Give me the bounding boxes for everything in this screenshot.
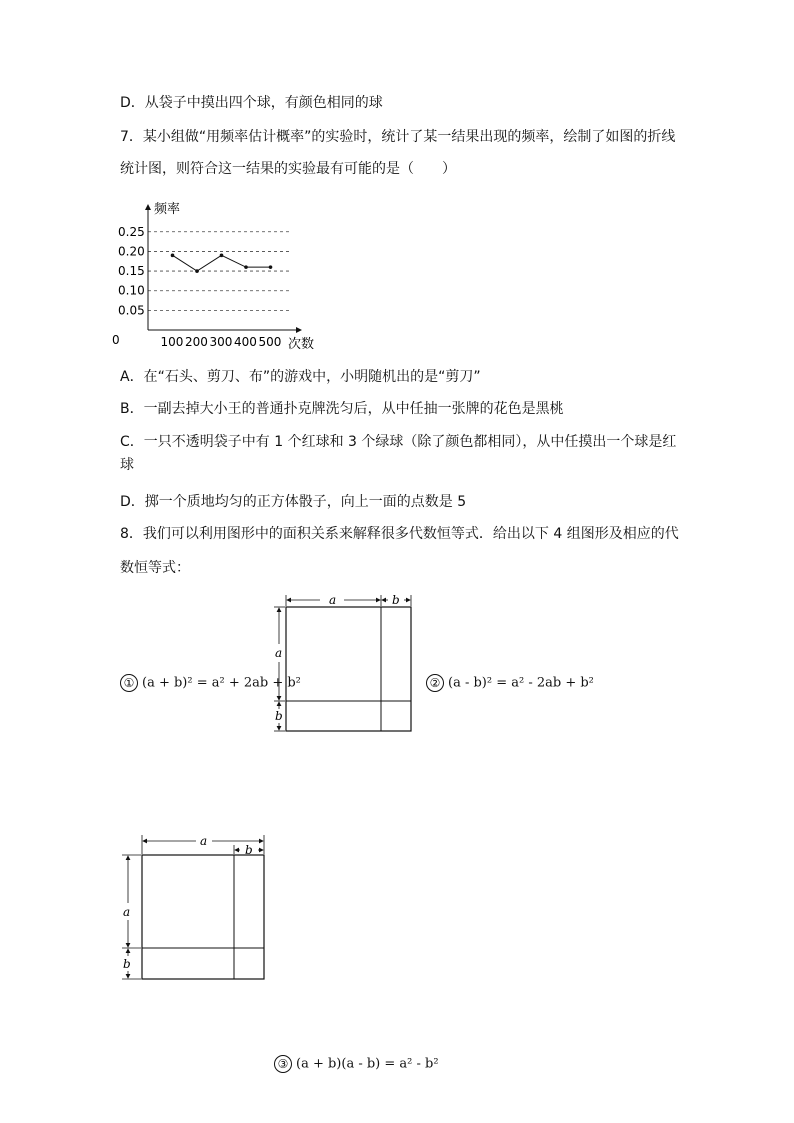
chart-data-point: [171, 254, 175, 258]
formula-2-number: ②: [426, 674, 444, 692]
chart-ytick-label: 0.20: [118, 244, 145, 259]
figure-2-label-a-left: a: [123, 905, 131, 919]
chart-data-point: [269, 265, 273, 269]
chart-data-point: [244, 265, 248, 269]
option-d-q6: D．从袋子中摸出四个球，有颜色相同的球: [120, 95, 383, 111]
chart-xtick-label: 200: [185, 335, 208, 349]
formula-1-text: (a + b)² = a² + 2ab + b²: [142, 675, 301, 691]
chart-ytick-label: 0.25: [118, 224, 145, 239]
question-8-line1: 8．我们可以利用图形中的面积关系来解释很多代数恒等式．给出以下 4 组图形及相应的代: [120, 526, 679, 542]
option-b: B．一副去掉大小王的普通扑克牌洗匀后，从中任抽一张牌的花色是黑桃: [120, 401, 564, 417]
figure-1-label-b-top: b: [392, 593, 400, 607]
figure-1-label-b-left: b: [275, 709, 283, 723]
figure-1-label-a-top: a: [329, 593, 337, 607]
chart-data-point: [220, 254, 224, 258]
chart-ytick-label: 0.10: [118, 283, 145, 298]
figure-2-label-b-left: b: [123, 957, 131, 971]
chart-xtick-label: 300: [209, 335, 233, 349]
figure-1-label-a-left: a: [275, 646, 283, 660]
chart-ytick-label: 0.15: [118, 264, 145, 279]
chart-xtick-label: 100: [160, 335, 184, 349]
question-8-line2: 数恒等式：: [120, 560, 190, 576]
chart-xtick-label: 400: [234, 335, 257, 349]
chart-ylabel: 频率: [154, 202, 181, 217]
option-c-line1: C．一只不透明袋子中有 1 个红球和 3 个绿球（除了颜色都相同），从中任摸出一个球是红: [120, 434, 677, 450]
option-c-line2: 球: [120, 457, 134, 473]
question-7-line2: 统计图，则符合这一结果的实验最有可能的是（ ）: [120, 161, 456, 177]
chart-data-point: [195, 269, 199, 273]
frequency-line-chart: [110, 198, 340, 356]
chart-y-axis-arrow: [145, 204, 151, 210]
figure-2-label-a-top: a: [200, 834, 208, 848]
chart-xlabel: 次数: [288, 337, 315, 352]
chart-x-axis-arrow: [296, 327, 302, 333]
formula-2-text: (a - b)² = a² - 2ab + b²: [448, 675, 594, 691]
formula-2: [426, 674, 594, 692]
figure-1-square: [268, 592, 418, 738]
option-a: A．在“石头、剪刀、布”的游戏中，小明随机出的是“剪刀”: [120, 369, 481, 385]
formula-3: [274, 1055, 439, 1073]
chart-ytick-label: 0.05: [118, 303, 145, 318]
formula-1-number: ①: [120, 674, 138, 692]
chart-origin-label: 0: [112, 333, 120, 347]
formula-3-text: (a + b)(a - b) = a² - b²: [296, 1056, 439, 1072]
chart-series-line: [173, 255, 271, 271]
option-d: D．掷一个质地均匀的正方体骰子，向上一面的点数是 5: [120, 494, 467, 510]
chart-xtick-label: 500: [258, 335, 282, 349]
figure-2-square: [118, 833, 273, 985]
question-7-line1: 7．某小组做“用频率估计概率”的实验时，统计了某一结果出现的频率，绘制了如图的折线: [120, 129, 676, 145]
figure-2-label-b-top: b: [245, 843, 253, 857]
formula-3-number: ③: [274, 1055, 292, 1073]
